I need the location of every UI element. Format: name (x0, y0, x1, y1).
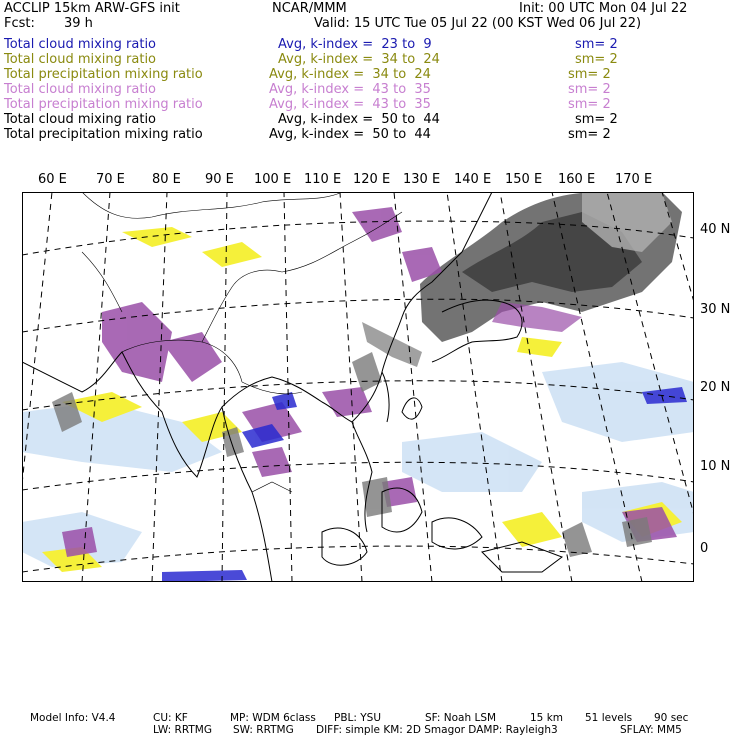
lon-label: 110 E (304, 172, 342, 187)
lon-label: 150 E (505, 172, 543, 187)
legend-sm: sm= 2 (568, 67, 611, 82)
center-label: NCAR/MMM (272, 1, 347, 16)
longwave-scheme: LW: RRTMG (153, 724, 212, 736)
lon-label: 140 E (454, 172, 492, 187)
surface-layer-scheme: SFLAY: MM5 (620, 724, 682, 736)
legend-field: Total cloud mixing ratio (4, 112, 157, 127)
pbl-scheme: PBL: YSU (334, 712, 382, 724)
legend-sm: sm= 2 (568, 82, 611, 97)
legend-avg: Avg, k-index = 34 to 24 (278, 52, 440, 67)
weather-map (22, 192, 694, 582)
legend-sm: sm= 2 (575, 112, 618, 127)
lat-label: 0 (700, 541, 709, 556)
lon-label: 130 E (403, 172, 441, 187)
valid-time: Valid: 15 UTC Tue 05 Jul 22 (00 KST Wed 06 Jul 22) (314, 16, 642, 31)
legend-sm: sm= 2 (568, 97, 611, 112)
time-step: 90 sec (654, 712, 689, 724)
diffusion-scheme: DIFF: simple KM: 2D Smagor DAMP: Rayleigh3 (316, 724, 558, 736)
lat-label: 20 N (700, 380, 731, 395)
lon-label: 160 E (558, 172, 596, 187)
legend-field: Total cloud mixing ratio (4, 82, 157, 97)
lon-label: 70 E (96, 172, 125, 187)
lat-label: 10 N (700, 459, 731, 474)
legend-field: Total precipitation mixing ratio (4, 97, 203, 112)
legend-avg: Avg, k-index = 50 to 44 (278, 112, 440, 127)
cumulus-scheme: CU: KF (153, 712, 188, 724)
lat-label: 30 N (700, 302, 731, 317)
legend-avg: Avg, k-index = 34 to 24 (269, 67, 431, 82)
surface-scheme: SF: Noah LSM (425, 712, 497, 724)
init-time: Init: 00 UTC Mon 04 Jul 22 (519, 1, 688, 16)
forecast-label: Fcst: (4, 16, 35, 31)
legend-avg: Avg, k-index = 43 to 35 (269, 82, 431, 97)
lon-label: 170 E (615, 172, 653, 187)
resolution: 15 km (530, 712, 564, 724)
model-info: Model Info: V4.4 (30, 712, 116, 724)
legend-avg: Avg, k-index = 23 to 9 (278, 37, 432, 52)
legend-avg: Avg, k-index = 43 to 35 (269, 97, 431, 112)
vertical-levels: 51 levels (585, 712, 633, 724)
lon-label: 60 E (38, 172, 67, 187)
lon-label: 80 E (152, 172, 181, 187)
lon-label: 100 E (254, 172, 292, 187)
lon-label: 90 E (205, 172, 234, 187)
model-title: ACCLIP 15km ARW-GFS init (4, 1, 180, 16)
legend-avg: Avg, k-index = 50 to 44 (269, 127, 431, 142)
legend-sm: sm= 2 (568, 127, 611, 142)
lon-label: 120 E (353, 172, 391, 187)
microphysics-scheme: MP: WDM 6class (230, 712, 316, 724)
forecast-hours: 39 h (64, 16, 93, 31)
legend-field: Total precipitation mixing ratio (4, 67, 203, 82)
shortwave-scheme: SW: RRTMG (233, 724, 294, 736)
legend-field: Total cloud mixing ratio (4, 37, 157, 52)
legend-field: Total cloud mixing ratio (4, 52, 157, 67)
lat-label: 40 N (700, 222, 731, 237)
legend-sm: sm= 2 (575, 52, 618, 67)
legend-field: Total precipitation mixing ratio (4, 127, 203, 142)
legend-sm: sm= 2 (575, 37, 618, 52)
